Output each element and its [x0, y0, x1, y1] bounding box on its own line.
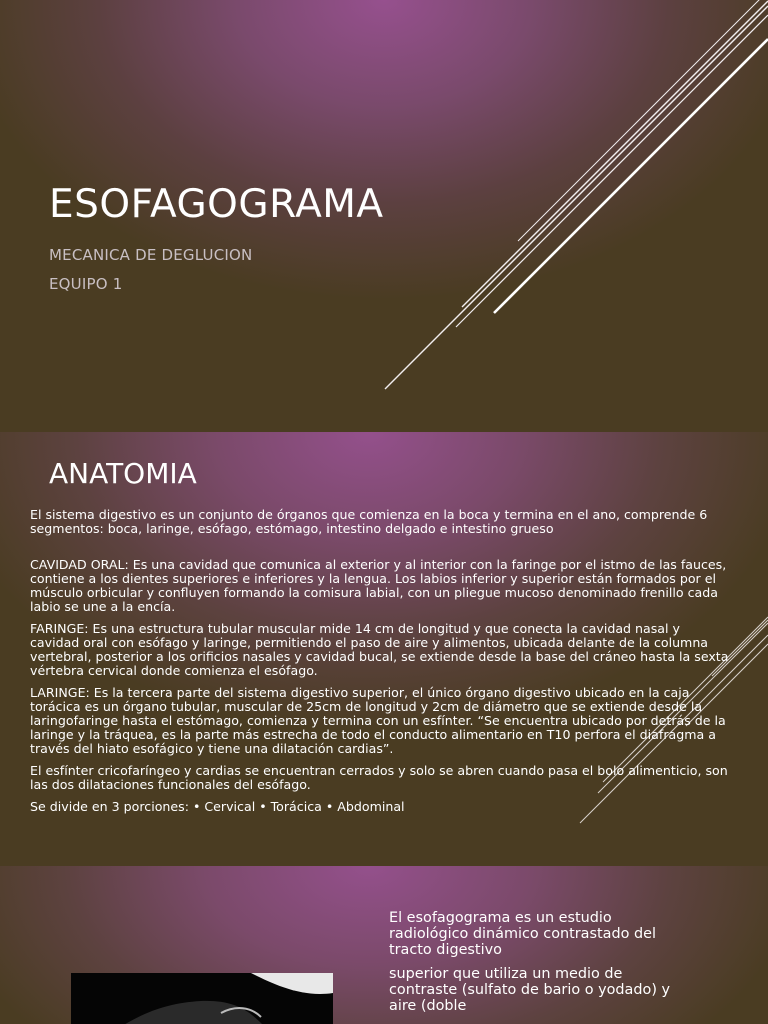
radiograph-image: [71, 973, 333, 1024]
paragraph-sphincter: El esfínter cricofaríngeo y cardias se encuentran cerrados y solo se abren cuando pasa el bolo alimenticio, son las dos dilataciones funcionales del esófago.: [30, 763, 728, 792]
paragraph-pharynx: FARINGE: Es una estructura tubular muscular mide 14 cm de longitud y que conecta la cavidad nasal y cavidad oral con esófago y laringe, permitiendo el paso de aire y alimentos, ubicada delante de la columna vertebral, posterior a los orificios nasales y cavidad bucal, se extiende desde la base del cráneo hasta la sexta vértebra cervical donde comienza el esófago.: [30, 621, 729, 678]
paragraph-larynx: LARINGE: Es la tercera parte del sistema digestivo superior, el único órgano digestivo ubicado en la caja torácica es un órgano tubular, muscular de 25cm de longitud y 2cm de diámetro que se extiende desde la laringofaringe hasta el estómago, comienza y termina con un esfínter. “Se encuentra ubicado por detrás de la laringe y la tráquea, es la parte más estrecha de todo el conducto alimentario en T10 perfora el diafragma a través del hiato esofágico y tiene una dilatación cardias”.: [30, 685, 726, 756]
slide-title: ANATOMIA: [49, 457, 197, 490]
paragraph-digestive-system: El sistema digestivo es un conjunto de órganos que comienza en la boca y termina en el ano, comprende 6 segmentos: boca, laringe, esófago, estómago, intestino delgado e intestino grueso: [30, 507, 708, 536]
paragraph-contrast: superior que utiliza un medio de contraste (sulfato de bario o yodado) y aire (doble: [389, 966, 671, 1014]
team-label: EQUIPO 1: [49, 275, 123, 293]
presentation-title: ESOFAGOGRAMA: [49, 182, 384, 227]
anatomy-body: [30, 508, 730, 822]
radiograph-silhouette: [71, 973, 333, 1024]
paragraph-portions: Se divide en 3 porciones: • Cervical • Torácica • Abdominal: [30, 799, 405, 814]
paragraph-definition: El esofagograma es un estudio radiológico dinámico contrastado del tracto digestivo: [389, 910, 656, 958]
title-slide: [0, 0, 768, 432]
esofagograma-slide: [0, 866, 768, 1024]
esofagograma-body: [389, 910, 689, 1022]
paragraph-oral-cavity: CAVIDAD ORAL: Es una cavidad que comunica al exterior y al interior con la faringe por el istmo de las fauces, contiene a los dientes superiores e inferiores y la lengua. Los labios inferior y superior están formados por el músculo orbicular y confluyen formando la comisura labial, con un pliegue mucoso denominado frenillo cada labio se une a la encía.: [30, 557, 727, 614]
presentation-subtitle: MECANICA DE DEGLUCION: [49, 246, 253, 264]
anatomy-slide: [0, 432, 768, 866]
